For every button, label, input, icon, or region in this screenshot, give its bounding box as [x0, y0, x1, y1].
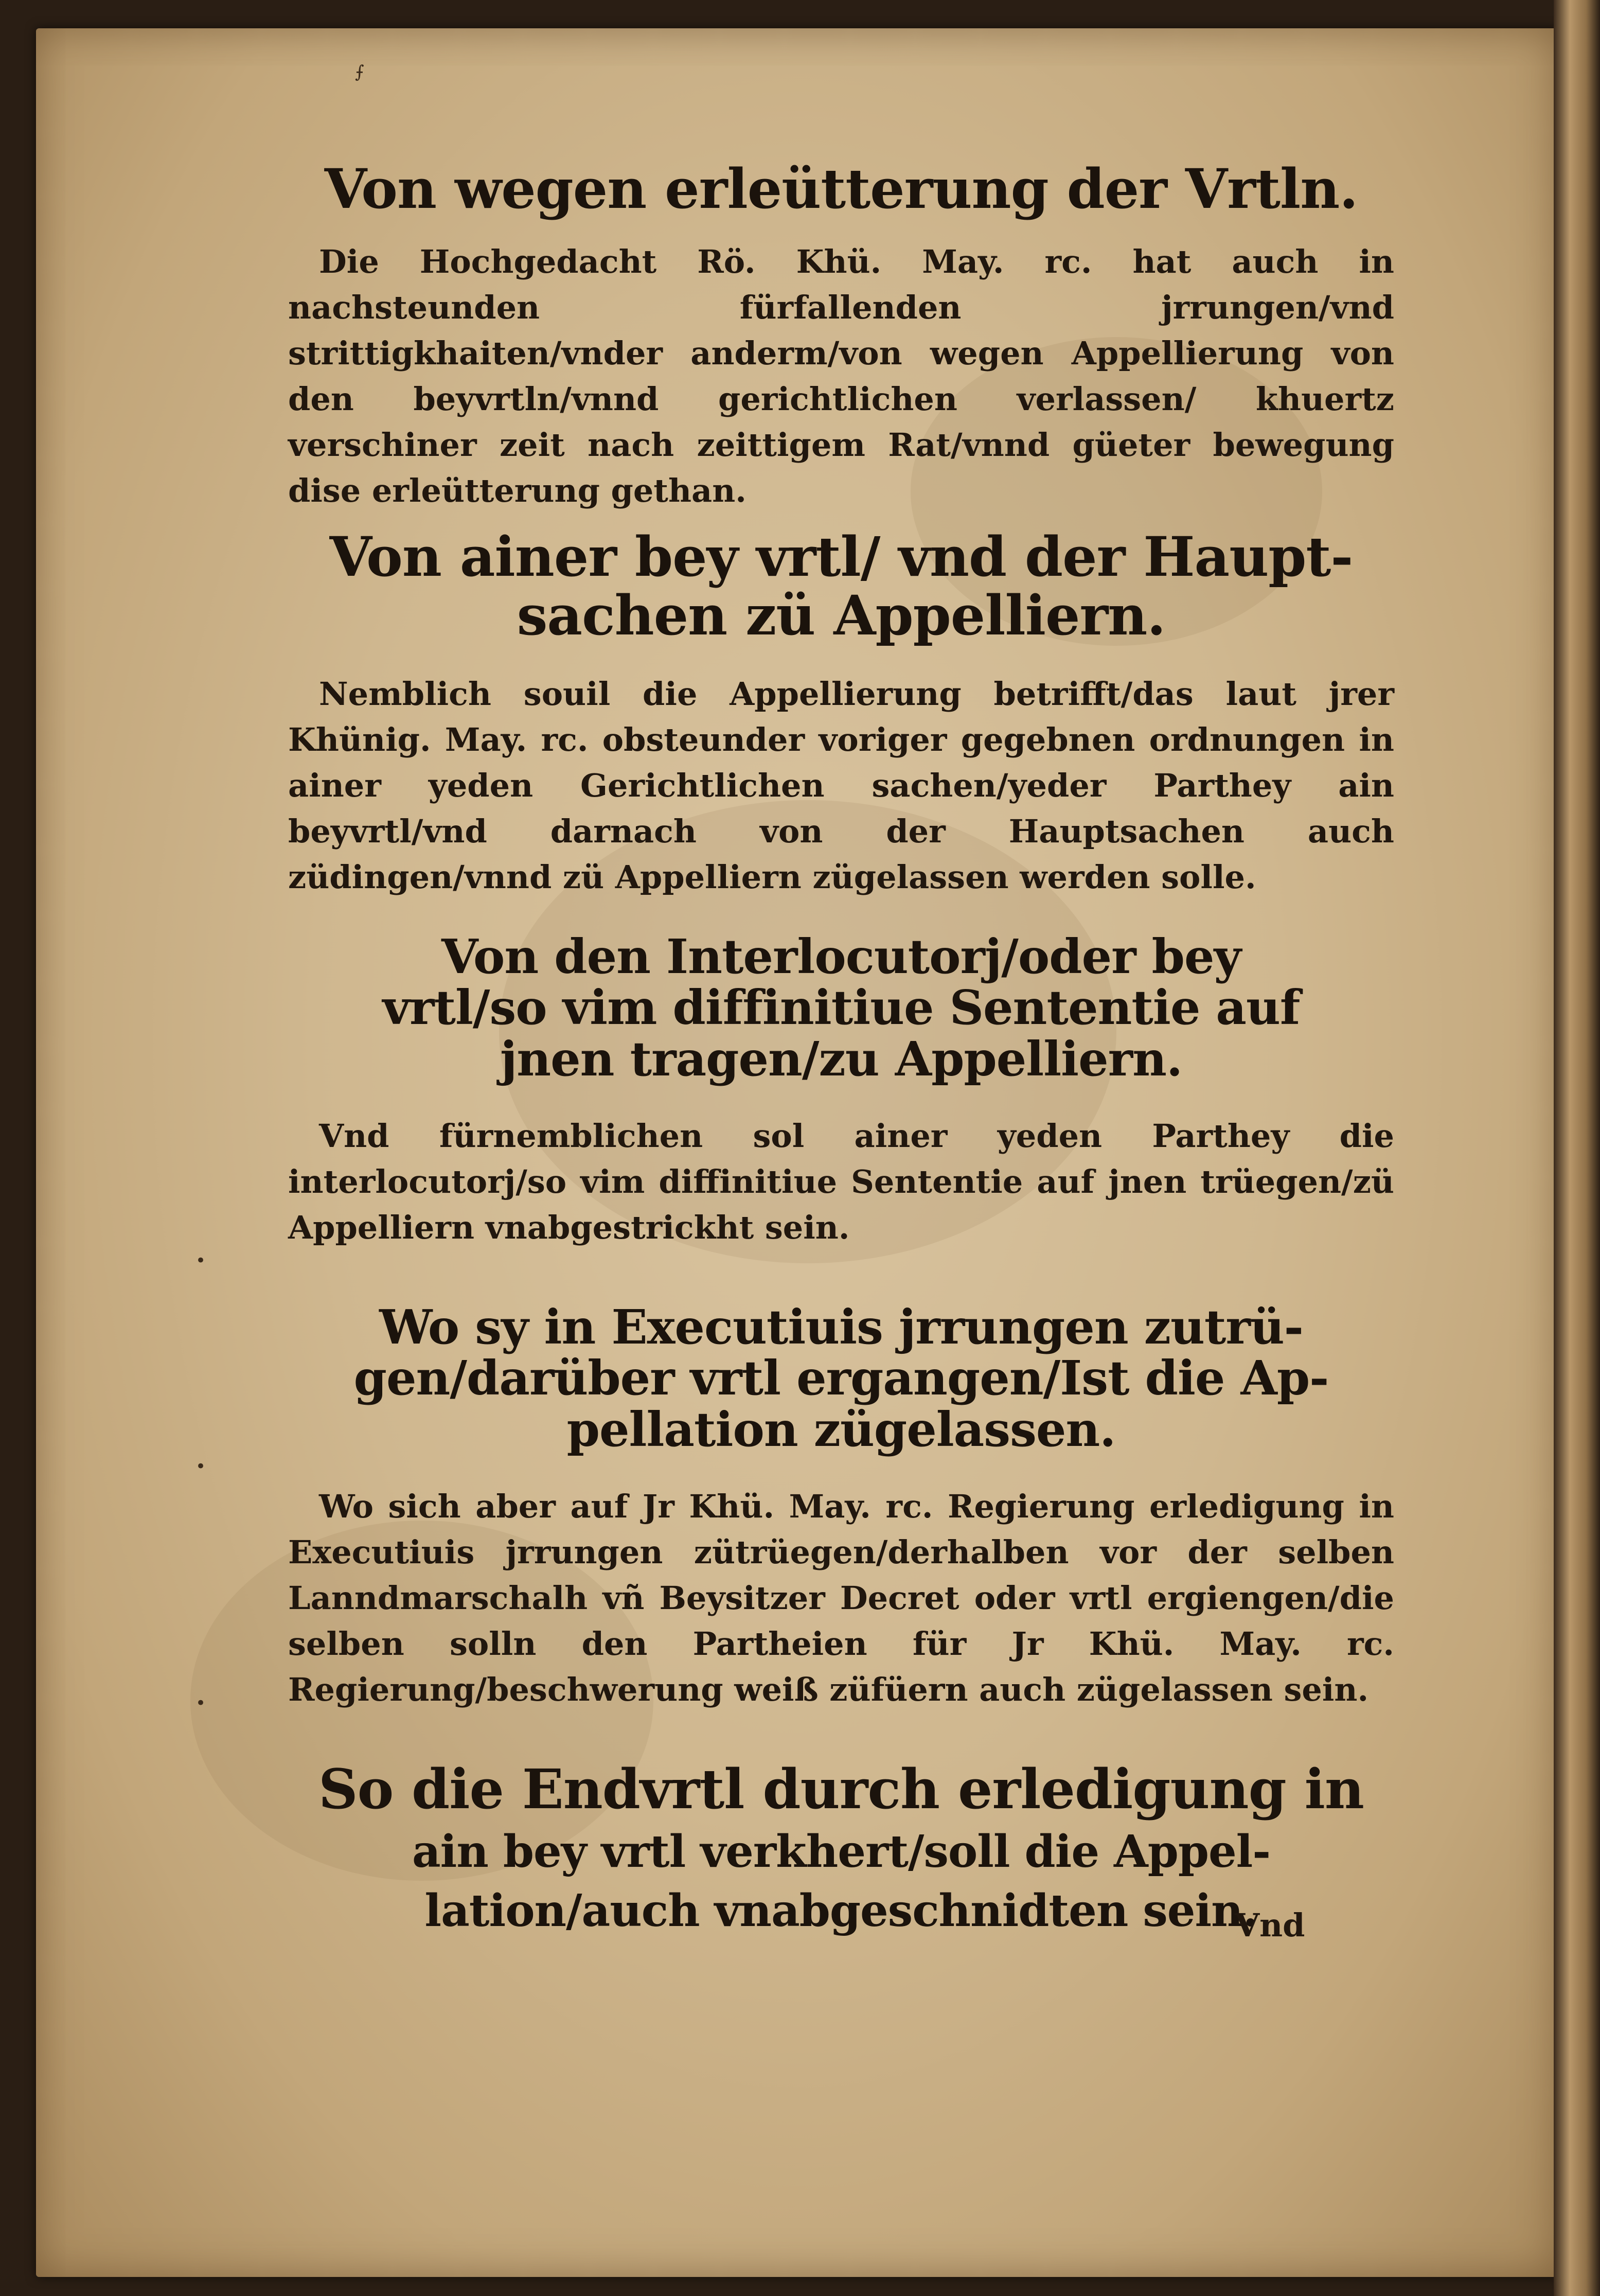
- section-3: [288, 931, 1394, 1250]
- heading-line: Von wegen erleütterung der Vrtln.: [324, 156, 1358, 221]
- heading-line: vrtl/so vim diffinitiue Sententie auf: [382, 980, 1300, 1036]
- section-heading: [288, 1299, 1394, 1457]
- next-page-edge: [1554, 0, 1600, 2296]
- page-mark: •: [195, 1693, 206, 1714]
- catchword: Vnd: [1235, 1906, 1305, 1944]
- page-mark: ⨍: [355, 62, 364, 82]
- heading-line: Von den Interlocutorj/oder bey: [441, 929, 1241, 984]
- section-2: [288, 524, 1394, 900]
- page-mark: •: [195, 1250, 206, 1271]
- heading-line: Von ainer bey vrtl/ vnd der Haupt-: [329, 524, 1353, 589]
- heading-line: So die Endvrtl durch erledigung in: [318, 1757, 1364, 1821]
- heading-line: lation/auch vnabgeschnidten sein.: [424, 1884, 1258, 1937]
- heading-line: ain bey vrtl verkhert/soll die Appel-: [412, 1826, 1271, 1878]
- heading-line: gen/darüber vrtl ergangen/Ist die Ap-: [353, 1350, 1329, 1406]
- section-heading: [288, 156, 1394, 221]
- section-4: [288, 1299, 1394, 1712]
- section-paragraph: Die Hochgedacht Rö. Khü. May. rc. hat auch in nachsteunden fürfallenden jrrungen/vnd strittigkhaiten/vnder anderm/von wegen Appellierung von den beyvrtln/vnnd gerichtlichen verlassen/ khuertz verschiner zeit nach zeittigem Rat/vnnd güeter bewegung dise erleütterung gethan.: [288, 243, 1394, 510]
- section-1: [288, 156, 1394, 514]
- heading-line: pellation zügelassen.: [566, 1401, 1116, 1457]
- heading-line: sachen zü Appelliern.: [517, 583, 1166, 648]
- page-mark: •: [195, 1456, 206, 1477]
- section-heading: [288, 931, 1394, 1085]
- section-heading: [288, 1757, 1394, 1937]
- heading-line: jnen tragen/zu Appelliern.: [500, 1031, 1183, 1087]
- section-paragraph: Nemblich souil die Appellierung betrifft/das laut jrer Khünig. May. rc. obsteunder voriger gegebnen ordnungen in ainer yeden Gerichtlichen sachen/yeder Parthey ain beyvrtl/vnd darnach von der Hauptsachen auch züdingen/vnnd zü Appelliern zügelassen werden solle.: [288, 675, 1394, 896]
- heading-line: Wo sy in Executiuis jrrungen zutrü-: [379, 1299, 1303, 1355]
- section-paragraph: Wo sich aber auf Jr Khü. May. rc. Regierung erledigung in Executiuis jrrungen zütrüegen/derhalben vor der selben Lanndmarschalh vñ Beysitzer Decret oder vrtl ergiengen/die selben solln den Partheien für Jr Khü. May. rc. Regierung/beschwerung weiß züfüern auch zügelassen sein.: [288, 1488, 1394, 1709]
- section-heading: [288, 524, 1394, 648]
- section-5: [288, 1757, 1394, 1937]
- section-paragraph: Vnd fürnemblichen sol ainer yeden Parthey die interlocutorj/so vim diffinitiue Sententie auf jnen trüegen/zü Appelliern vnabgestrickht sein.: [288, 1117, 1394, 1247]
